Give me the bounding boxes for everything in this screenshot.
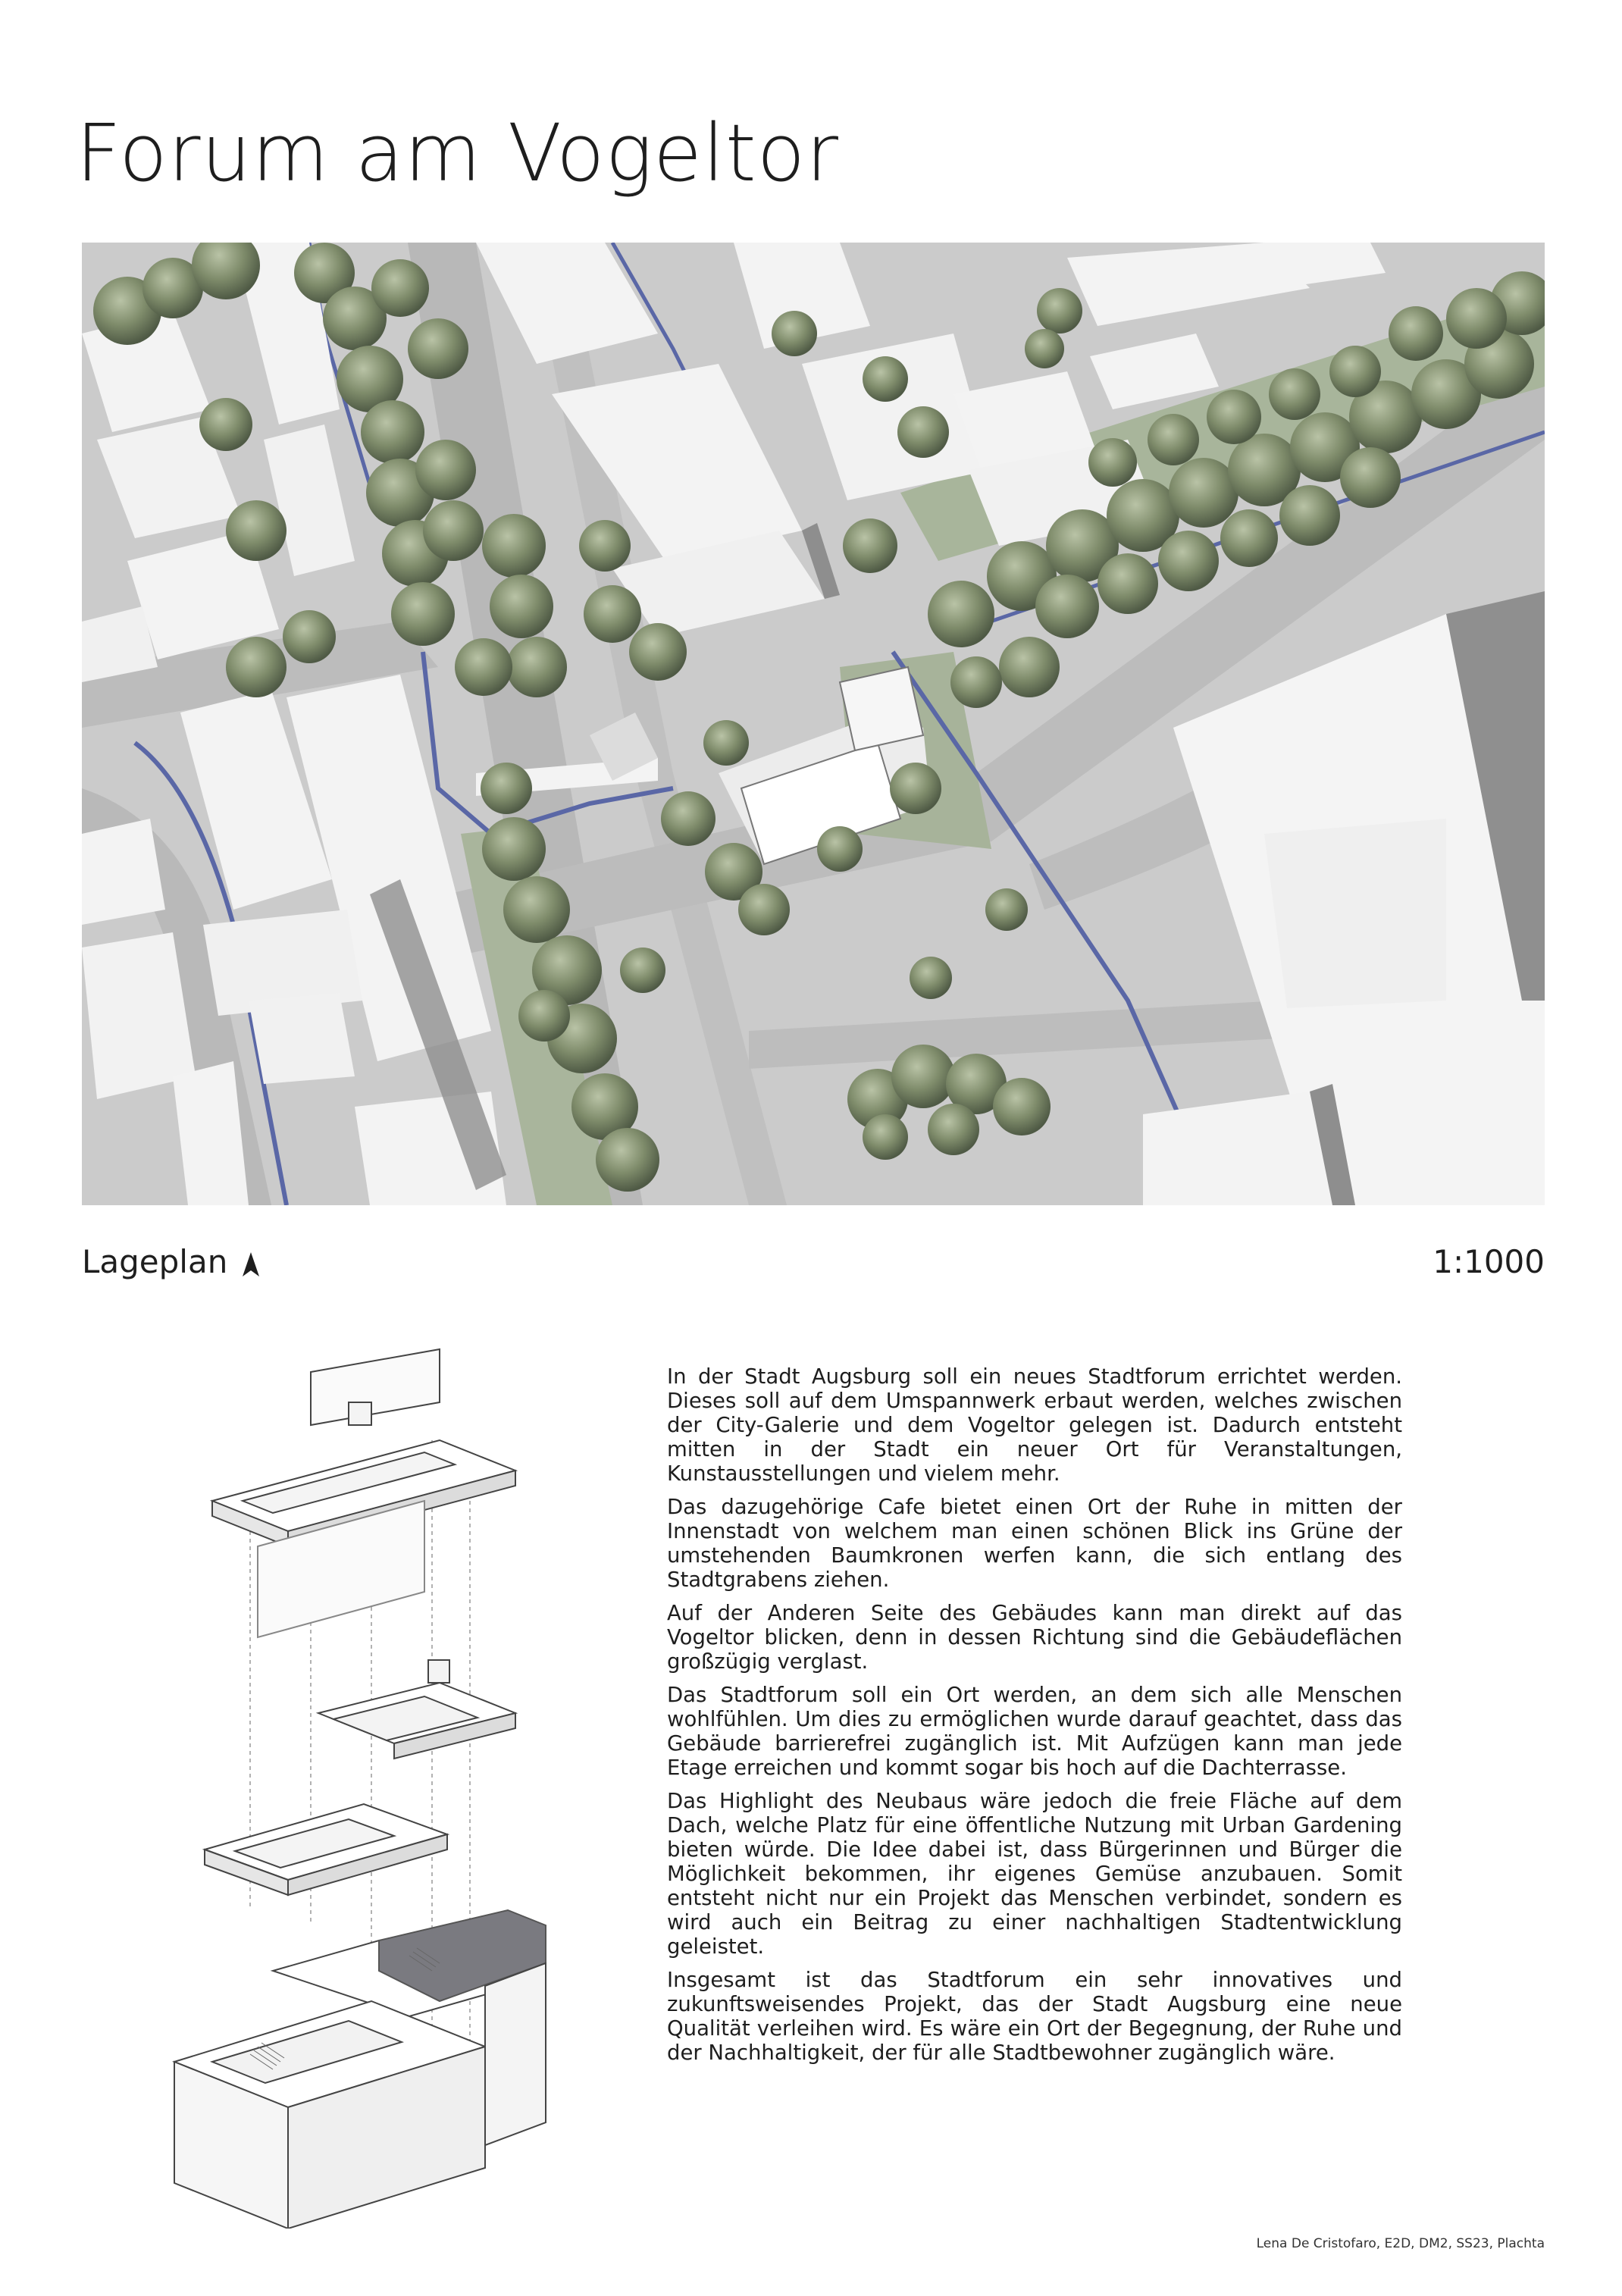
description-paragraph: Das Highlight des Neubaus wäre jedoch die freie Fläche auf dem Dach, welche Platz für eine öffentliche Nutzung mit Urban Gardening bieten würde. Die Idee dabei ist, dass Bürgerinnen und Bürger die Möglichkeit bekommen, ihr eigenes Gemüse anzubauen. Somit entsteht nicht nur ein Projekt das Menschen verbindet, sondern es wird auch ein Beitrag zu einer nachhaltigen Stadtentwicklung geleistet. xyxy=(667,1789,1402,1959)
description-paragraph: In der Stadt Augsburg soll ein neues Stadtforum errichtet werden. Dieses soll auf dem Umspannwerk erbaut werden, welches zwischen der City-Galerie und dem Vogeltor gelegen ist. Dadurch entsteht mitten in der Stadt ein neuer Ort für Veranstaltungen, Kunstausstellungen und vielem mehr. xyxy=(667,1364,1402,1486)
description-paragraph: Das dazugehörige Cafe bietet einen Ort der Ruhe in mitten der Innenstadt von welchem man einen schönen Blick ins Grüne der umstehenden Baumkronen werfen kann, die sich entlang des Stadtgrabens ziehen. xyxy=(667,1495,1402,1592)
north-arrow-icon xyxy=(241,1248,261,1276)
author-credit: Lena De Cristofaro, E2D, DM2, SS23, Plachta xyxy=(1256,2236,1545,2251)
site-plan-map xyxy=(82,243,1545,1205)
description-paragraph: Auf der Anderen Seite des Gebäudes kann man direkt auf das Vogeltor blicken, denn in dessen Richtung sind die Gebäudeflächen großzügig verglast. xyxy=(667,1601,1402,1674)
project-description xyxy=(667,1364,1402,2074)
description-paragraph: Das Stadtforum soll ein Ort werden, an dem sich alle Menschen wohlfühlen. Um dies zu ermöglichen wurde darauf geachtet, dass das Gebäude barrierefrei zugänglich ist. Mit Aufzügen kann man jede Etage erreichen und kommt sogar bis hoch auf die Dachterrasse. xyxy=(667,1683,1402,1780)
description-paragraph: Insgesamt ist das Stadtforum ein sehr innovatives und zukunftsweisendes Projekt, das der Stadt Augsburg eine neue Qualität verleihen wird. Es wäre ein Ort der Begegnung, der Ruhe und der Nachhaltigkeit, der für alle Stadtbewohner zugänglich wäre. xyxy=(667,1968,1402,2065)
site-plan-caption xyxy=(82,1243,261,1280)
site-plan-label: Lageplan xyxy=(82,1243,228,1280)
exploded-axonometric-drawing xyxy=(121,1304,591,2229)
page-title: Forum am Vogeltor xyxy=(76,107,840,199)
site-plan-scale: 1:1000 xyxy=(1433,1243,1545,1280)
